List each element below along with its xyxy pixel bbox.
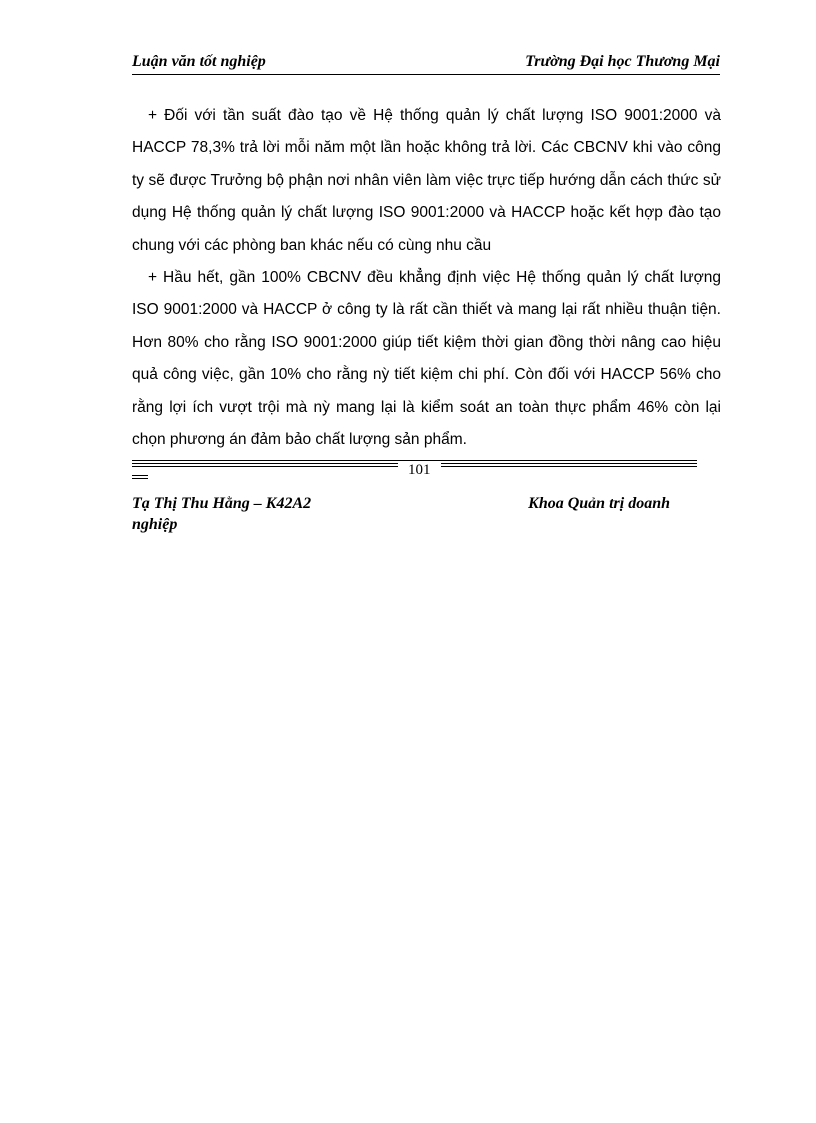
header-university-name: Trường Đại học Thương Mại — [525, 53, 720, 70]
footer-author: Tạ Thị Thu Hằng – K42A2 — [132, 495, 312, 512]
footer-rule-stub — [132, 475, 148, 481]
body-text — [132, 100, 721, 456]
footer-department: Khoa Quản trị doanh nghiệp — [132, 495, 670, 533]
page-number: 101 — [398, 461, 441, 479]
header-thesis-label: Luận văn tốt nghiệp — [132, 53, 266, 70]
page-footer — [132, 493, 692, 535]
paragraph-training-frequency: + Đối với tần suất đào tạo về Hệ thống quản lý chất lượng ISO 9001:2000 và HACCP 78,3% trả lời mỗi năm một lần hoặc không trả lời. Các CBCNV khi vào công ty sẽ được Trưởng bộ phận nơi nhân viên làm việc trực tiếp hướng dẫn cách thức sử dụng Hệ thống quản lý chất lượng ISO 9001:2000 và HACCP hoặc kết hợp đào tạo chung với các phòng ban khác nếu có cùng nhu cầu — [132, 107, 721, 254]
paragraph-system-benefits: + Hầu hết, gần 100% CBCNV đều khẳng định việc Hệ thống quản lý chất lượng ISO 9001:2000 và HACCP ở công ty là rất cần thiết và mang lại rất nhiều thuận tiện. Hơn 80% cho rằng ISO 9001:2000 giúp tiết kiệm thời gian đồng thời nâng cao hiệu quả công việc, gần 10% cho rằng nỳ tiết kiệm chi phí. Còn đối với HACCP 56% cho rằng lợi ích vượt trội mà nỳ mang lại là kiểm soát an toàn thực phẩm 46% còn lại chọn phương án đảm bảo chất lượng sản phẩm. — [132, 269, 721, 449]
page-header — [132, 52, 720, 75]
